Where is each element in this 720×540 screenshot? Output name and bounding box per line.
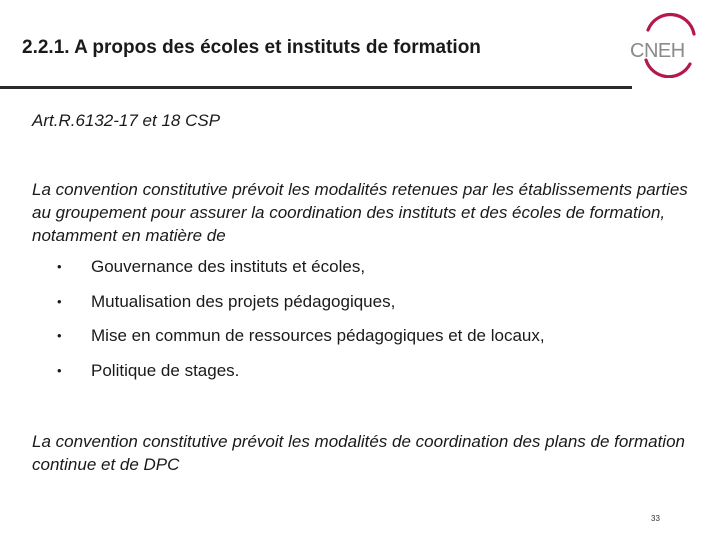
- bullet-icon: •: [57, 259, 62, 274]
- list-item: [57, 324, 545, 359]
- list-item: [57, 290, 545, 325]
- list-item: [57, 359, 545, 394]
- bullet-list: [57, 255, 545, 393]
- bullet-icon: •: [57, 293, 62, 309]
- cneh-logo: [626, 12, 706, 78]
- intro-paragraph: La convention constitutive prévoit les modalités retenues par les établissements parties au groupement pour assurer la coordination des instituts et des écoles de formation, notamment en matière de: [32, 180, 688, 245]
- article-reference: Art.R.6132-17 et 18 CSP: [32, 111, 221, 130]
- list-item-text: Mutualisation des projets pédagogiques,: [91, 291, 396, 311]
- list-item: [57, 255, 545, 290]
- list-item-text: Gouvernance des instituts et écoles,: [91, 257, 366, 276]
- list-item-text: Politique de stages.: [91, 360, 240, 380]
- logo-text: CNEH: [630, 40, 685, 62]
- page-number: 33: [651, 514, 660, 523]
- closing-paragraph: La convention constitutive prévoit les modalités de coordination des plans de formation continue et de DPC: [32, 432, 685, 474]
- page-title: 2.2.1. A propos des écoles et instituts de formation: [22, 37, 481, 58]
- title-divider: [0, 86, 632, 89]
- bullet-icon: •: [57, 362, 62, 378]
- bullet-icon: •: [57, 328, 62, 343]
- list-item-text: Mise en commun de ressources pédagogiques et de locaux,: [91, 326, 545, 345]
